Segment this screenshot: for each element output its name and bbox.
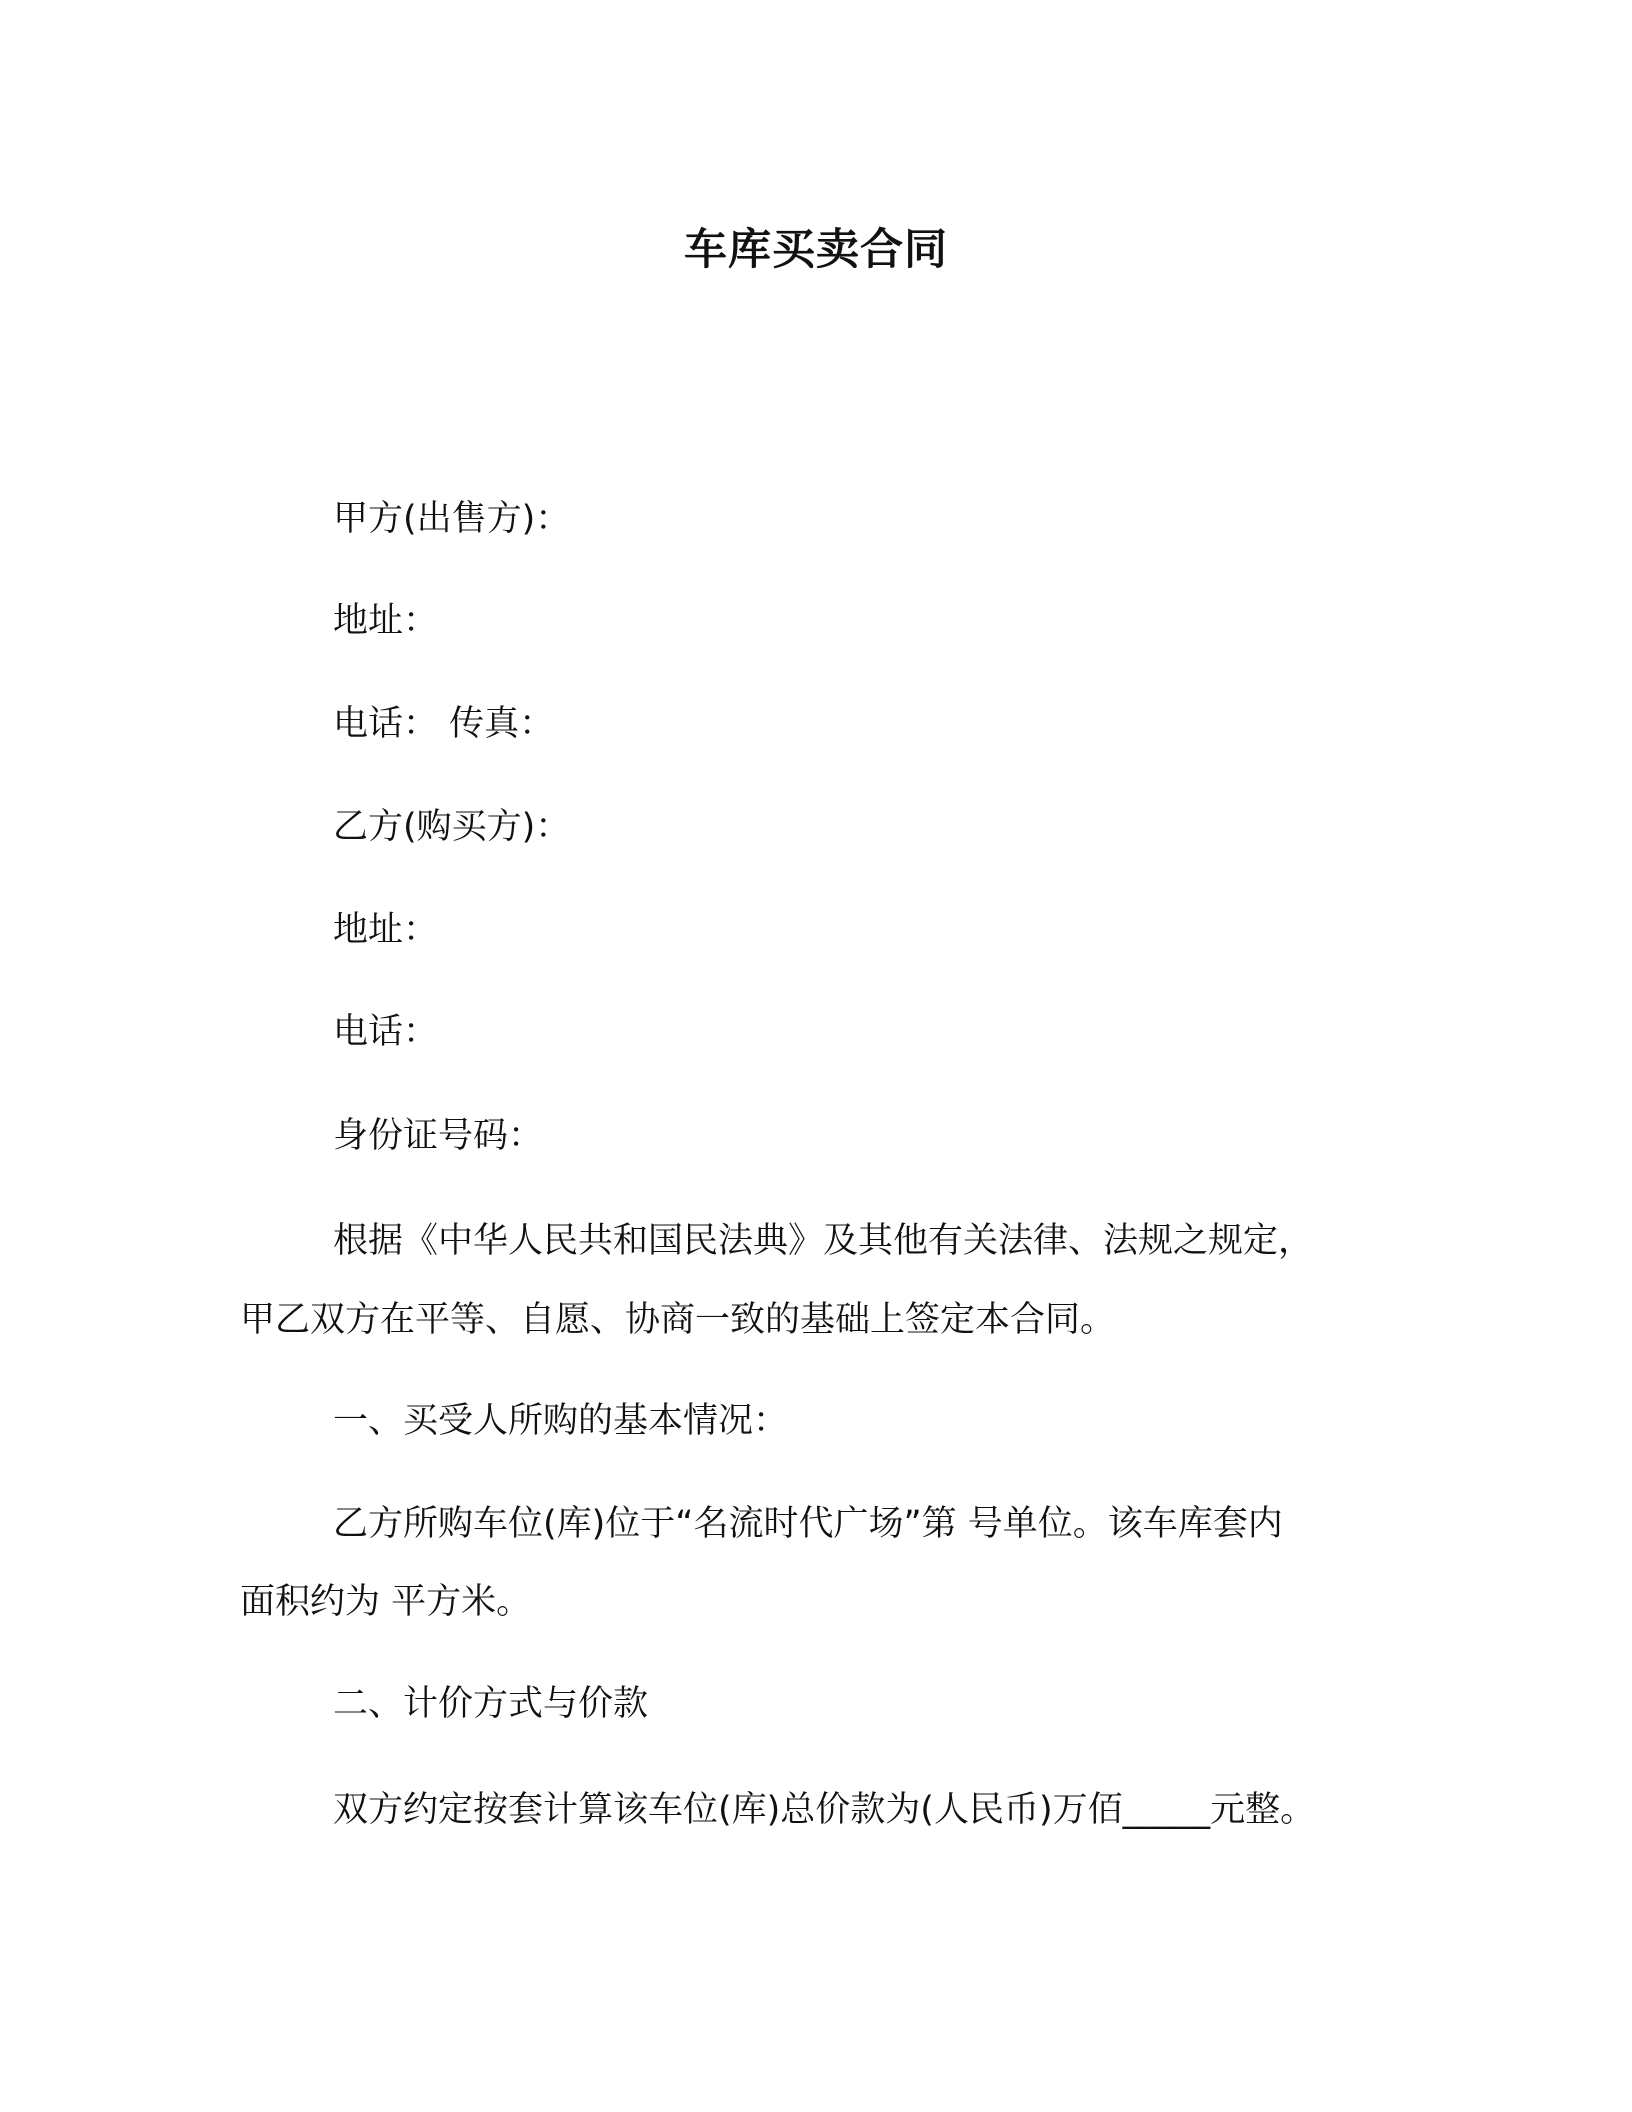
party-b-label: 乙方(购买方)： — [333, 807, 571, 847]
section-1-line-1: 乙方所购车位(库)位于“名流时代广场”第 号单位。该车库套内 — [333, 1504, 1283, 1544]
party-b-address: 地址： — [333, 910, 439, 950]
section-2-line-1: 双方约定按套计算该车位(库)总价款为(人民币)万佰_____元整。 — [333, 1790, 1316, 1830]
preamble-line-1: 根据《中华人民共和国民法典》及其他有关法律、法规之规定， — [333, 1221, 1314, 1261]
document-title: 车库买卖合同 — [684, 225, 948, 275]
section-1-heading: 一、买受人所购的基本情况： — [333, 1401, 789, 1441]
section-2-heading: 二、计价方式与价款 — [333, 1684, 649, 1724]
party-a-label: 甲方(出售方)： — [333, 499, 571, 539]
party-b-phone: 电话： — [333, 1012, 439, 1052]
party-a-phone-fax: 电话： 传真： — [333, 704, 555, 744]
section-1-line-2: 面积约为 平方米。 — [240, 1582, 532, 1622]
party-a-address: 地址： — [333, 601, 439, 641]
preamble-line-2: 甲乙双方在平等、自愿、协商一致的基础上签定本合同。 — [240, 1300, 1116, 1340]
party-b-id-number: 身份证号码： — [333, 1116, 544, 1156]
